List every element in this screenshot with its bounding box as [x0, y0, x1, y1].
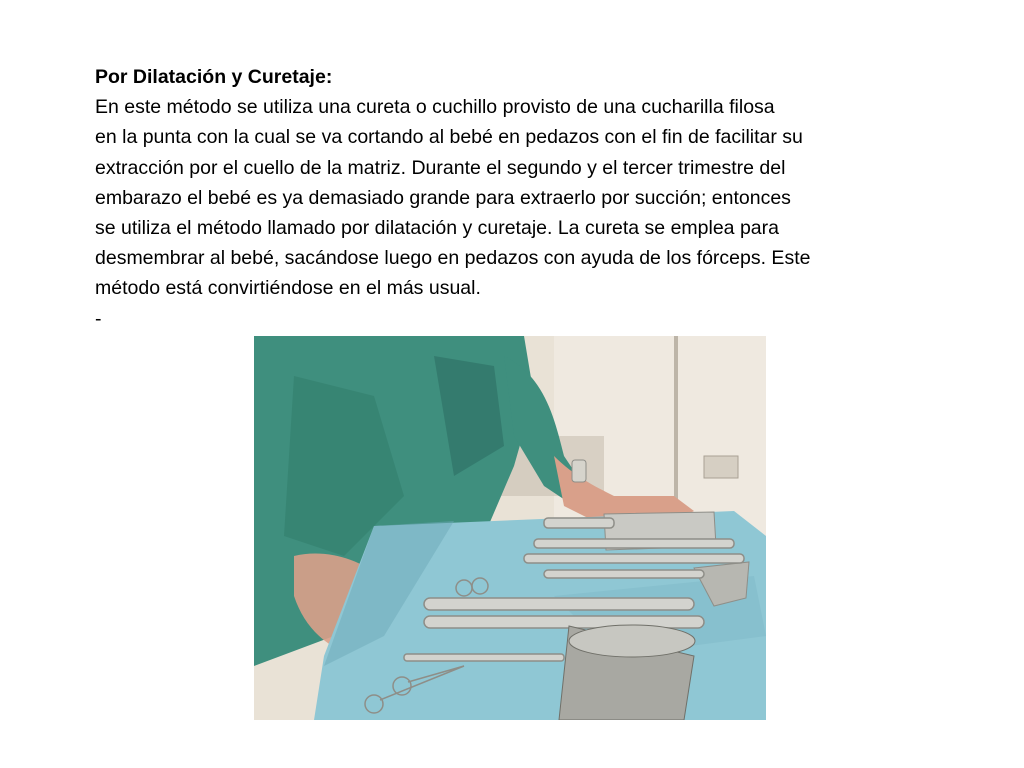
slide-title: Por Dilatación y Curetaje:	[95, 66, 333, 88]
body-line-4: embarazo el bebé es ya demasiado grande para extraerlo por succión; entonces	[95, 186, 791, 209]
text-block	[95, 62, 955, 334]
surgical-instruments-photo	[254, 336, 766, 720]
trailing-dash: -	[95, 307, 102, 330]
body-line-3: extracción por el cuello de la matriz. Durante el segundo y el tercer trimestre del	[95, 156, 786, 179]
body-line-7: método está convirtiéndose en el más usual.	[95, 277, 481, 300]
body-line-1: En este método se utiliza una cureta o cuchillo provisto de una cucharilla filosa	[95, 96, 775, 119]
body-line-6: desmembrar al bebé, sacándose luego en pedazos con ayuda de los fórceps. Este	[95, 247, 811, 270]
body-line-2: en la punta con la cual se va cortando al bebé en pedazos con el fin de facilitar su	[95, 126, 803, 149]
body-line-5: se utiliza el método llamado por dilatación y curetaje. La cureta se emplea para	[95, 217, 779, 240]
